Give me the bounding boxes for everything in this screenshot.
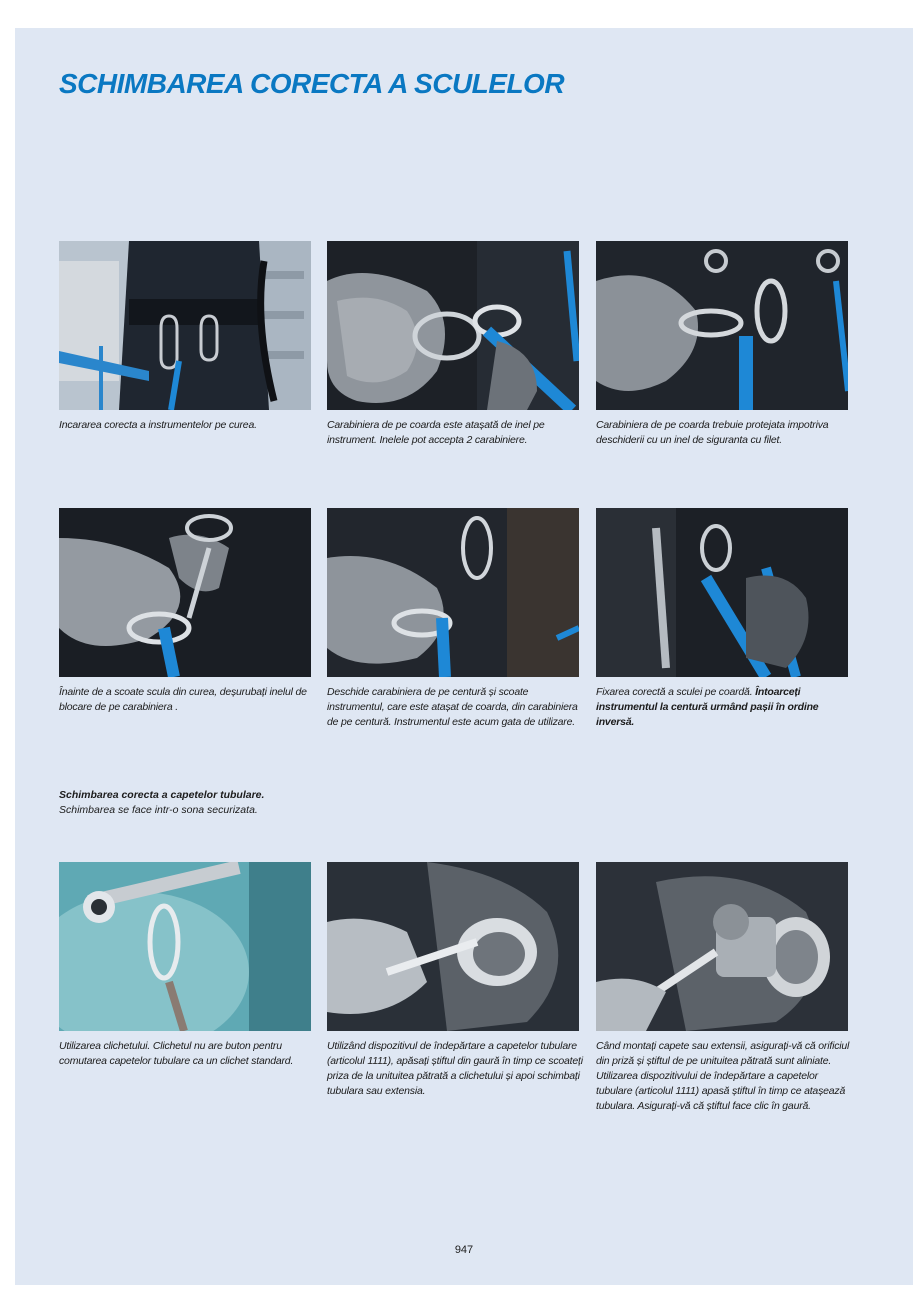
page-number: 947 <box>454 1244 474 1256</box>
page-title: SCHIMBAREA CORECTA A SCULELOR <box>59 68 565 99</box>
step-caption-4: Înainte de a scoate scula din curea, deșurubați inelul de blocare de pe carabiniera . <box>59 686 307 713</box>
step-caption-7: Utilizarea clichetului. Clichetul nu are buton pentru comutarea capetelor tubulare ca un clichet standard. <box>59 1040 294 1067</box>
step-caption-5: Deschide carabiniera de pe centură și scoate instrumentul, care este atașat de coarda, din carabiniera de pe centură. Instrumentul este acum gata de utilizare. <box>327 686 578 728</box>
photo-carabiner-ring <box>327 241 579 410</box>
photo-socket-removal <box>327 862 579 1031</box>
step-caption-2: Carabiniera de pe coarda este atașată de inel pe instrument. Inelele pot accepta 2 carabiniere. <box>327 419 545 446</box>
photo-open-carabiner <box>327 508 579 677</box>
step-caption-1: Incararea corecta a instrumentelor pe curea. <box>59 419 257 431</box>
step-caption-9: Când montați capete sau extensii, asigurați-vă că orificiul din priză și știftul de pe unituitea pătrată sunt aliniate. Utilizarea dispozitivului de îndepărtare a capetelor tubulare (articolul 1111) apasă știftul în timp ce atașează tubulara. Asigurați-vă că știftul face clic în gaură. <box>596 1040 850 1112</box>
photo-socket-mounting <box>596 862 848 1031</box>
step-caption-6-bold: Întoarceți instrumentul la centură urmând pașii în ordine inversă. <box>596 686 819 728</box>
photo-tool-fixed-to-lanyard <box>596 508 848 677</box>
step-caption-3: Carabiniera de pe coarda trebuie protejata impotriva deschiderii cu un inel de siguranta cu filet. <box>596 419 829 446</box>
section-note-heading: Schimbarea corecta a capetelor tubulare. <box>59 789 265 801</box>
photo-carabiner-safety-ring <box>596 241 848 410</box>
step-caption-6: Fixarea corectă a sculei pe coardă. Întoarceți instrumentul la centură urmând pașii în ordine inversă. <box>596 686 819 728</box>
section-note-text: Schimbarea se face intr-o sona securizata. <box>59 804 258 816</box>
photo-ratchet-use <box>59 862 311 1031</box>
section-note <box>59 788 264 818</box>
catalog-page <box>15 28 913 1285</box>
step-caption-8: Utilizând dispozitivul de îndepărtare a capetelor tubulare (articolul 1111), apăsați știftul din gaură în timp ce scoateți priza de la unituitea pătrată a clichetului și apoi schimbați tubulara sau extensia. <box>327 1040 583 1097</box>
photo-tool-belt <box>59 241 311 410</box>
photo-unscrew-lock-ring <box>59 508 311 677</box>
